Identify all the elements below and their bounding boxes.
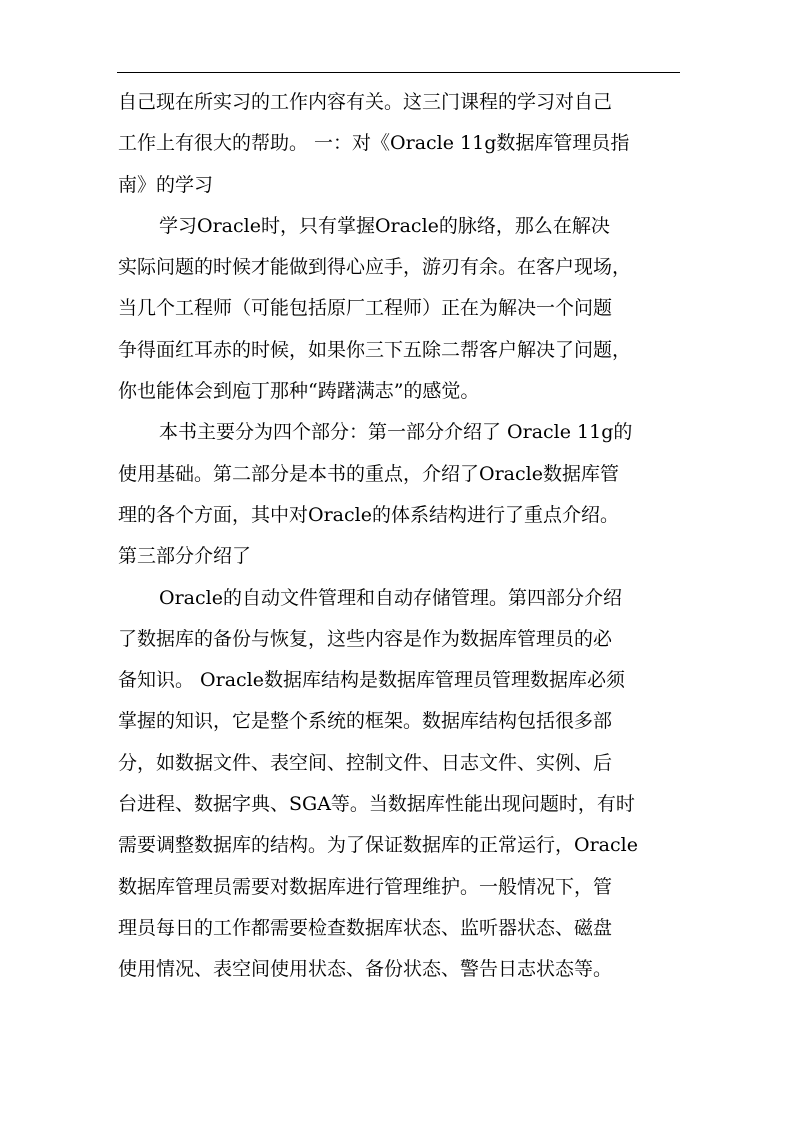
document-body <box>118 82 684 991</box>
text-line: 工作上有很大的帮助。 一：对《Oracle 11g数据库管理员指 <box>118 132 630 155</box>
text-line: 理的各个方面，其中对Oracle的体系结构进行了重点介绍。 <box>118 503 619 526</box>
text-line: 需要调整数据库的结构。为了保证数据库的正常运行，Oracle <box>118 834 638 857</box>
text-line: 了数据库的备份与恢复，这些内容是作为数据库管理员的必 <box>118 627 613 650</box>
text-line: 掌握的知识，它是整个系统的框架。数据库结构包括很多部 <box>118 710 613 733</box>
text-line: 理员每日的工作都需要检查数据库状态、监听器状态、磁盘 <box>118 916 613 939</box>
text-line: Oracle的自动文件管理和自动存储管理。第四部分介绍 <box>159 586 622 609</box>
text-line: 数据库管理员需要对数据库进行管理维护。一般情况下，管 <box>118 875 613 898</box>
text-line: 使用基础。第二部分是本书的重点，介绍了Oracle数据库管 <box>118 462 619 485</box>
text-line: 分，如数据文件、表空间、控制文件、日志文件、实例、后 <box>118 751 613 774</box>
text-line: 第三部分介绍了 <box>118 545 252 568</box>
text-line: 本书主要分为四个部分：第一部分介绍了 Oracle 11g的 <box>159 421 633 444</box>
text-line: 你也能体会到庖丁那种“踌躇满志”的感觉。 <box>118 380 480 403</box>
text-line: 备知识。 Oracle数据库结构是数据库管理员管理数据库必须 <box>118 669 625 692</box>
text-line: 使用情况、表空间使用状态、备份状态、警告日志状态等。 <box>118 958 613 981</box>
text-line: 当几个工程师（可能包括原厂工程师）正在为解决一个问题 <box>118 297 613 320</box>
text-line: 实际问题的时候才能做到得心应手，游刃有余。在客户现场， <box>118 256 632 279</box>
text-line: 南》的学习 <box>118 173 214 196</box>
text-line: 学习Oracle时，只有掌握Oracle的脉络，那么在解决 <box>159 214 610 237</box>
text-line: 争得面红耳赤的时候，如果你三下五除二帮客户解决了问题， <box>118 338 632 361</box>
text-line: 台进程、数据字典、SGA等。当数据库性能出现问题时，有时 <box>118 793 635 816</box>
text-line: 自己现在所实习的工作内容有关。这三门课程的学习对自己 <box>118 91 613 113</box>
header-rule <box>117 72 680 73</box>
